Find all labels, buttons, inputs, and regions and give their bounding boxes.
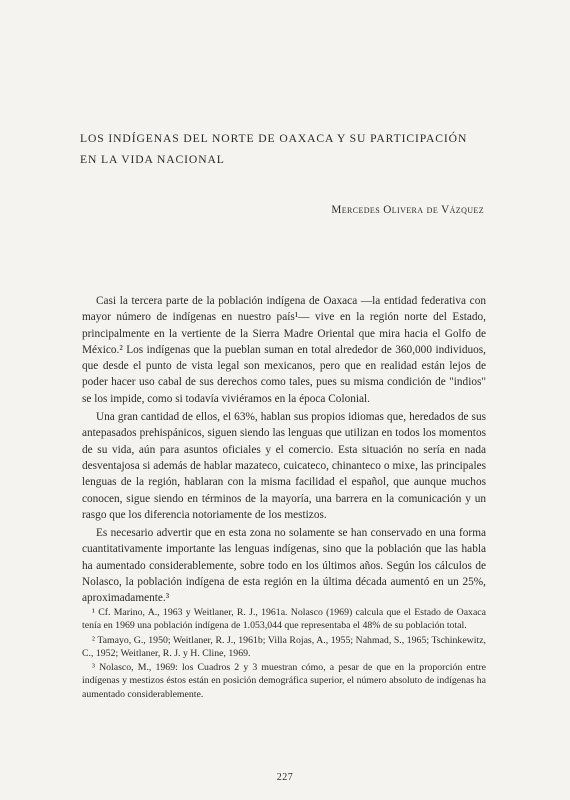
- footnote: ² Tamayo, G., 1950; Weitlaner, R. J., 1961b; Villa Rojas, A., 1955; Nahmad, S., 1965; Tschinkewitz, C., 1952; Weitlaner, R. J. y H. Cline, 1969.: [82, 634, 486, 659]
- article-author: Mercedes Olivera de Vázquez: [331, 204, 484, 216]
- footnotes: [82, 606, 486, 702]
- body-paragraph: Casi la tercera parte de la población indígena de Oaxaca —la entidad federativa con mayor número de indígenas en nuestro país¹— vive en la región norte del Estado, principalmente en la vertiente de la Sierra Madre Oriental que mira hacia el Golfo de México.² Los indígenas que la pueblan suman en total alrededor de 360,000 individuos, que desde el punto de vista legal son mexicanos, pero que en realidad están lejos de poder hacer uso cabal de sus derechos como tales, pues su misma condición de "indios" se los impide, como si todavía viviéramos en la época Colonial.: [82, 295, 486, 405]
- article-title-line-1: LOS INDÍGENAS DEL NORTE DE OAXACA Y SU PARTICIPACIÓN: [80, 132, 468, 145]
- body-paragraph: Una gran cantidad de ellos, el 63%, hablan sus propios idiomas que, heredados de sus antepasados prehispánicos, siguen siendo las lenguas que utilizan en todos los momentos de su vida, aún para asuntos oficiales y el comercio. Esta situación no sería en nada desventajosa si además de hablar mazateco, cuicateco, chinanteco o mixe, las principales lenguas de la región, hablaran con la misma facilidad el español, que aunque muchos conocen, sigue siendo en términos de la mayoría, una barrera en la comunicación y un rasgo que los diferencia notoriamente de los mestizos.: [82, 411, 486, 521]
- body-paragraph: Es necesario advertir que en esta zona no solamente se han conservado en una forma cuantitativamente importante las lenguas indígenas, sino que la población que las habla ha aumentado considerablemente, sobre todo en los últimos años. Según los cálculos de Nolasco, la población indígena de esta región en la última década aumentó en un 25%, aproximadamente.³: [82, 527, 486, 605]
- footnote: ¹ Cf. Marino, A., 1963 y Weitlaner, R. J., 1961a. Nolasco (1969) calcula que el Estado de Oaxaca tenía en 1969 una población indígena de 1.053,044 que representaba el 48% de su población total.: [82, 607, 486, 632]
- article-title-line-2: EN LA VIDA NACIONAL: [80, 153, 225, 166]
- article-title: [80, 128, 480, 170]
- body-text: [82, 293, 486, 609]
- footnote: ³ Nolasco, M., 1969: los Cuadros 2 y 3 muestran cómo, a pesar de que en la proporción entre indígenas y mestizos éstos están en posición demográfica superior, el número absoluto de indígenas ha aumentado considerablemente.: [82, 662, 486, 700]
- page-number: 227: [276, 772, 294, 783]
